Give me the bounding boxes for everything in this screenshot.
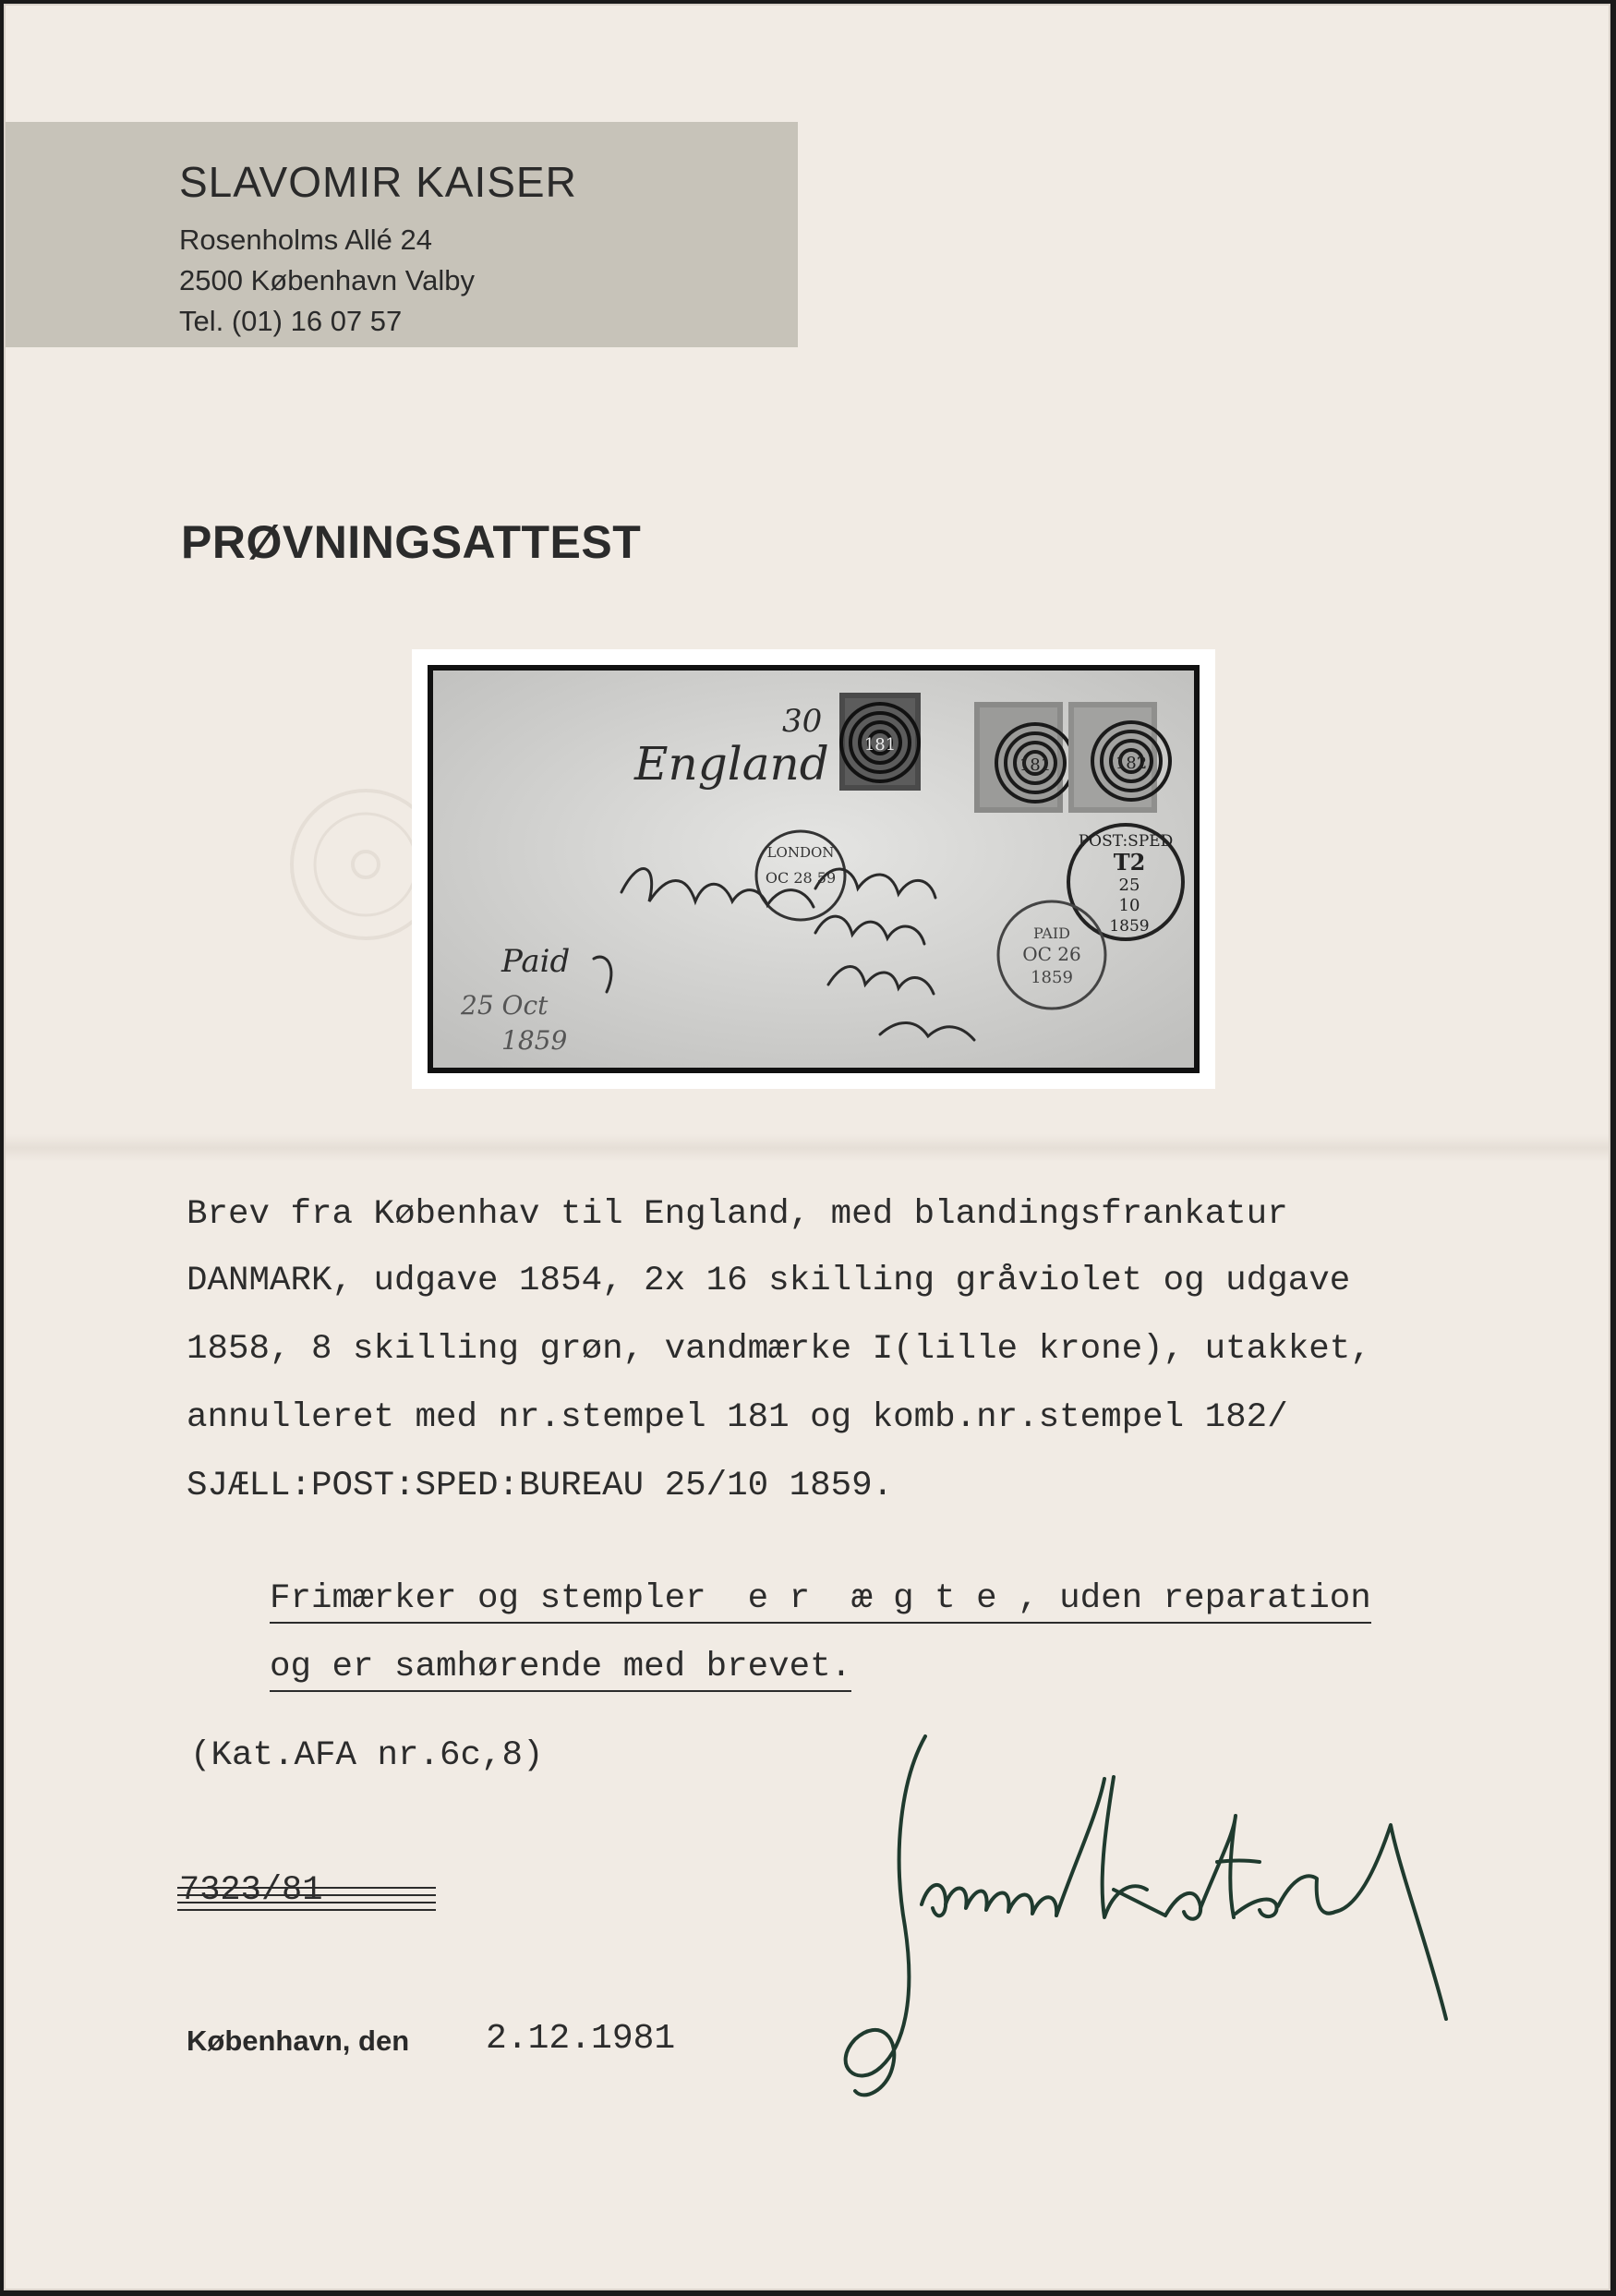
stamp-1-cancel: 181 xyxy=(863,735,897,755)
date-handwriting-1: 25 Oct xyxy=(461,990,549,1021)
description-line-3: 1858, 8 skilling grøn, vandmærke I(lille krone), utakket, xyxy=(187,1330,1371,1369)
cover-photo-mount xyxy=(412,649,1215,1089)
address-city: 2500 København Valby xyxy=(179,264,475,296)
svg-text:10: 10 xyxy=(1118,896,1140,915)
svg-text:POST:SPED: POST:SPED xyxy=(1078,832,1174,851)
description-line-5: SJÆLL:POST:SPED:BUREAU 25/10 1859. xyxy=(187,1467,894,1505)
issue-place: København, den xyxy=(187,2024,410,2057)
page-fold xyxy=(6,1134,1609,1162)
catalog-reference: (Kat.AFA nr.6c,8) xyxy=(190,1736,544,1775)
svg-text:25: 25 xyxy=(1118,876,1140,895)
description-line-4: annulleret med nr.stempel 181 og komb.nr.stempel 182/ xyxy=(187,1398,1288,1437)
country-handwriting: England xyxy=(634,737,829,791)
issue-date: 2.12.1981 xyxy=(486,2019,676,2059)
cover-photo xyxy=(428,665,1200,1073)
description-line-1: Brev fra Københav til England, med blandingsfrankatur xyxy=(187,1195,1288,1234)
expert-name: SLAVOMIR KAISER xyxy=(179,158,577,206)
stamp-2 xyxy=(974,702,1074,813)
rate-marking: 30 xyxy=(782,703,823,740)
phone-number: Tel. (01) 16 07 57 xyxy=(179,305,403,337)
certificate-number: 7323/81 xyxy=(179,1871,323,1910)
stamp-3 xyxy=(1068,702,1170,813)
certificate-sheet xyxy=(4,4,1610,2290)
date-handwriting-2: 1859 xyxy=(501,1025,568,1056)
description-line-2: DANMARK, udgave 1854, 2x 16 skilling gråviolet og udgave xyxy=(187,1262,1351,1300)
stamp-2-cancel: 181 xyxy=(1019,755,1052,775)
paid-handwriting: Paid xyxy=(501,943,571,980)
svg-text:LONDON: LONDON xyxy=(766,844,835,861)
svg-text:T2: T2 xyxy=(1113,849,1146,876)
svg-text:PAID: PAID xyxy=(1033,924,1070,942)
svg-text:OC 26: OC 26 xyxy=(1022,943,1081,965)
address-street: Rosenholms Allé 24 xyxy=(179,224,432,256)
svg-text:OC 28 59: OC 28 59 xyxy=(765,869,837,887)
svg-text:1859: 1859 xyxy=(1031,968,1073,987)
letterhead xyxy=(6,122,798,347)
stamp-3-cancel: 182 xyxy=(1115,754,1148,773)
signature xyxy=(837,1723,1501,2111)
svg-text:1859: 1859 xyxy=(1109,917,1150,936)
stamp-1 xyxy=(839,693,921,791)
verdict-line-1: Frimærker og stempler e r æ g t e , uden reparation xyxy=(270,1579,1371,1624)
certificate-title: PRØVNINGSATTEST xyxy=(181,516,642,568)
verdict-line-2: og er samhørende med brevet. xyxy=(270,1648,851,1692)
